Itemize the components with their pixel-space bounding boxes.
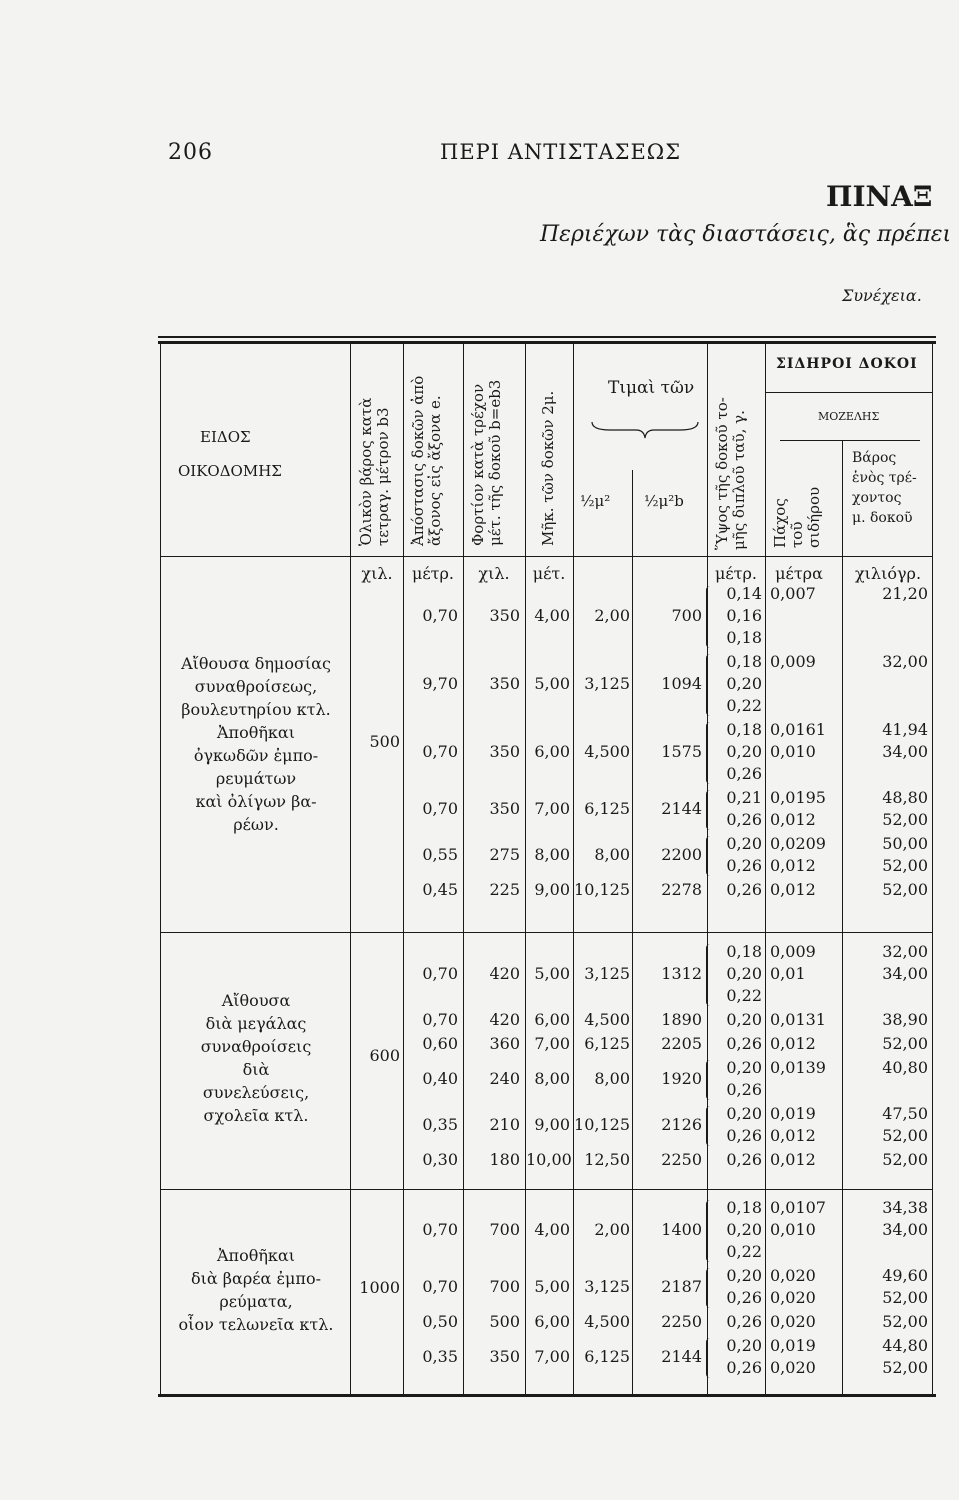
height-brace — [706, 654, 712, 716]
cell-height: 0,26 — [726, 1126, 762, 1145]
cell-len: 9,00 — [534, 880, 570, 899]
kind-label-line: συνελεύσεις, — [202, 1083, 310, 1102]
cell-m2: 2126 — [661, 1115, 702, 1134]
cell-thickness: 0,007 — [770, 584, 816, 603]
cell-weight-m: 52,00 — [882, 810, 928, 829]
cell-m2: 2278 — [661, 880, 702, 899]
cell-height: 0,26 — [726, 1034, 762, 1053]
cell-thickness: 0,0131 — [770, 1010, 826, 1029]
cell-height: 0,18 — [726, 1198, 762, 1217]
cell-weight-m: 32,00 — [882, 942, 928, 961]
kind-label-line: διὰ — [242, 1060, 270, 1079]
cell-height: 0,22 — [726, 696, 762, 715]
group-rule-2 — [160, 1189, 932, 1190]
cell-m1: 2,00 — [594, 1220, 630, 1239]
cell-weight-m: 52,00 — [882, 1312, 928, 1331]
cell-height: 0,20 — [726, 1266, 762, 1285]
cell-len: 7,00 — [534, 1034, 570, 1053]
header-load: Φορτίον κατὰ τρέχον μέτ. τῆς δοκοῦ b=eb3 — [469, 379, 504, 546]
cell-e: 0,35 — [422, 1347, 458, 1366]
cell-thickness: 0,012 — [770, 880, 816, 899]
cell-b: 500 — [489, 1312, 520, 1331]
cell-weight-m: 50,00 — [882, 834, 928, 853]
unit-weight: χιλ. — [361, 564, 393, 583]
cell-height: 0,14 — [726, 584, 762, 603]
cell-height: 0,20 — [726, 1336, 762, 1355]
cell-e: 0,70 — [422, 1277, 458, 1296]
header-moment-a: ½μ² — [580, 492, 611, 510]
cell-thickness: 0,0161 — [770, 720, 826, 739]
header-weight-m: Βάρος ἑνὸς τρέ- χοντος μ. δοκοῦ — [852, 450, 917, 526]
unit-load: χιλ. — [478, 564, 510, 583]
cell-thickness: 0,020 — [770, 1312, 816, 1331]
cell-b: 350 — [489, 674, 520, 693]
cell-b: 350 — [489, 742, 520, 761]
cell-e: 0,50 — [422, 1312, 458, 1331]
header-spacing: Ἀπόστασις δοκῶν ἀπὸ ἄξονος εἰς ἄξονα e. — [409, 375, 444, 546]
header-rule — [160, 556, 932, 557]
cell-thickness: 0,010 — [770, 742, 816, 761]
unit-height: μέτρ. — [714, 564, 758, 583]
kind-label-line: διὰ βαρέα ἐμπο- — [191, 1269, 321, 1288]
cell-height: 0,16 — [726, 606, 762, 625]
table-left-border — [160, 344, 161, 1394]
iron-group-rule — [765, 392, 932, 393]
running-head: ΠΕΡΙ ΑΝΤΙΣΤΑΣΕΩΣ — [440, 140, 682, 164]
cell-weight-m: 47,50 — [882, 1104, 928, 1123]
cell-height: 0,18 — [726, 628, 762, 647]
cell-weight-m: 34,00 — [882, 1220, 928, 1239]
cell-height: 0,26 — [726, 810, 762, 829]
cell-e: 0,40 — [422, 1069, 458, 1088]
table-right-border — [932, 344, 933, 1394]
cell-m2: 2144 — [661, 1347, 702, 1366]
cell-height: 0,20 — [726, 1010, 762, 1029]
kind-label-line: συναθροίσεως, — [194, 677, 318, 696]
cell-thickness: 0,012 — [770, 1034, 816, 1053]
cell-thickness: 0,019 — [770, 1336, 816, 1355]
cell-len: 10,00 — [526, 1150, 572, 1169]
cell-b: 210 — [489, 1115, 520, 1134]
cell-m2: 2200 — [661, 845, 702, 864]
cell-m2: 1400 — [661, 1220, 702, 1239]
cell-weight-m: 34,38 — [882, 1198, 928, 1217]
kind-label-line: διὰ μεγάλας — [205, 1014, 307, 1033]
cell-thickness: 0,009 — [770, 942, 816, 961]
cell-e: 0,70 — [422, 742, 458, 761]
cell-weight-m: 52,00 — [882, 1034, 928, 1053]
cell-b: 350 — [489, 799, 520, 818]
cell-weight-m: 52,00 — [882, 1288, 928, 1307]
cell-m2: 2144 — [661, 799, 702, 818]
cell-m2: 1575 — [661, 742, 702, 761]
cell-m1: 12,50 — [584, 1150, 630, 1169]
kind-label-line: ρέων. — [233, 815, 279, 834]
cell-weight-m: 52,00 — [882, 1126, 928, 1145]
col-line-1 — [350, 344, 351, 1394]
height-brace — [706, 1268, 712, 1308]
height-brace — [706, 1106, 712, 1146]
cell-weight-m: 40,80 — [882, 1058, 928, 1077]
cell-weight-m: 49,60 — [882, 1266, 928, 1285]
unit-weight-m: χιλιόγρ. — [854, 564, 922, 583]
cell-weight-m: 52,00 — [882, 1150, 928, 1169]
cell-thickness: 0,020 — [770, 1358, 816, 1377]
table-top-rule-thick — [158, 341, 936, 344]
cell-len: 5,00 — [534, 1277, 570, 1296]
cell-weight-m: 52,00 — [882, 856, 928, 875]
col-line-8 — [765, 344, 766, 1394]
cell-weight-m: 48,80 — [882, 788, 928, 807]
cell-weight-m: 52,00 — [882, 880, 928, 899]
unit-length: μέτ. — [532, 564, 566, 583]
cell-len: 6,00 — [534, 1010, 570, 1029]
cell-len: 7,00 — [534, 799, 570, 818]
height-brace — [706, 722, 712, 784]
table-subtitle: Περιέχων τὰς διαστάσεις, ἃς πρέπει — [540, 222, 952, 247]
cell-height: 0,26 — [726, 880, 762, 899]
cell-height: 0,21 — [726, 788, 762, 807]
moments-brace — [590, 418, 700, 440]
cell-total-weight: 1000 — [359, 1278, 400, 1297]
cell-thickness: 0,020 — [770, 1266, 816, 1285]
cell-thickness: 0,0209 — [770, 834, 826, 853]
unit-spacing: μέτρ. — [411, 564, 455, 583]
cell-m1: 3,125 — [584, 1277, 630, 1296]
header-moment-b: ½μ²b — [644, 492, 684, 510]
iron-sub-rule — [780, 440, 920, 441]
cell-thickness: 0,012 — [770, 810, 816, 829]
cell-m1: 4,500 — [584, 742, 630, 761]
cell-m1: 4,500 — [584, 1312, 630, 1331]
height-brace — [706, 586, 712, 648]
header-total-weight: Ὁλικὸν βάρος κατὰ τετραγ. μέτρον b3 — [357, 397, 392, 546]
cell-height: 0,26 — [726, 1358, 762, 1377]
cell-m1: 8,00 — [594, 1069, 630, 1088]
cell-height: 0,26 — [726, 1312, 762, 1331]
cell-thickness: 0,0107 — [770, 1198, 826, 1217]
cell-m1: 2,00 — [594, 606, 630, 625]
cell-weight-m: 38,90 — [882, 1010, 928, 1029]
col-line-9 — [842, 440, 843, 1394]
cell-len: 6,00 — [534, 742, 570, 761]
cell-b: 275 — [489, 845, 520, 864]
cell-height: 0,22 — [726, 986, 762, 1005]
cell-thickness: 0,012 — [770, 1126, 816, 1145]
cell-e: 9,70 — [422, 674, 458, 693]
cell-weight-m: 41,94 — [882, 720, 928, 739]
cell-len: 4,00 — [534, 1220, 570, 1239]
cell-weight-m: 44,80 — [882, 1336, 928, 1355]
cell-height: 0,26 — [726, 1150, 762, 1169]
cell-m2: 2205 — [661, 1034, 702, 1053]
header-thickness: Πάχος τοῦ σιδήρου — [771, 486, 823, 548]
cell-e: 0,70 — [422, 606, 458, 625]
cell-height: 0,18 — [726, 652, 762, 671]
table-title: ΠΙΝΑΞ — [826, 180, 933, 213]
cell-b: 350 — [489, 606, 520, 625]
header-length: Μῆκ. τῶν δοκῶν 2μ. — [539, 390, 557, 546]
cell-height: 0,18 — [726, 942, 762, 961]
cell-height: 0,22 — [726, 1242, 762, 1261]
header-height: Ὕψος τῆς δοκοῦ το- μῆς διπλοῦ ταῦ, γ. — [713, 397, 748, 550]
height-brace — [706, 836, 712, 876]
cell-m2: 2250 — [661, 1150, 702, 1169]
cell-m1: 3,125 — [584, 674, 630, 693]
kind-label-line: Αἴθουσα δημοσίας — [181, 654, 331, 673]
cell-weight-m: 34,00 — [882, 964, 928, 983]
header-iron-group: ΣΙΔΗΡΟΙ ΔΟΚΟΙ — [776, 356, 918, 372]
cell-e: 0,35 — [422, 1115, 458, 1134]
cell-height: 0,20 — [726, 1058, 762, 1077]
header-moments-group: Τιμαὶ τῶν — [608, 378, 695, 398]
continued-label: Συνέχεια. — [842, 286, 922, 305]
cell-len: 8,00 — [534, 845, 570, 864]
cell-height: 0,20 — [726, 674, 762, 693]
cell-weight-m: 52,00 — [882, 1358, 928, 1377]
cell-e: 0,60 — [422, 1034, 458, 1053]
cell-m1: 8,00 — [594, 845, 630, 864]
cell-m1: 4,500 — [584, 1010, 630, 1029]
kind-label-line: ὀγκωδῶν ἐμπο- — [193, 746, 319, 765]
cell-height: 0,20 — [726, 742, 762, 761]
cell-len: 5,00 — [534, 674, 570, 693]
cell-thickness: 0,012 — [770, 1150, 816, 1169]
cell-b: 420 — [489, 1010, 520, 1029]
kind-label-line: ρεύματα, — [219, 1292, 293, 1311]
cell-height: 0,18 — [726, 720, 762, 739]
height-brace — [706, 1338, 712, 1378]
cell-e: 0,30 — [422, 1150, 458, 1169]
cell-thickness: 0,0139 — [770, 1058, 826, 1077]
cell-e: 0,70 — [422, 1220, 458, 1239]
kind-label-line: συναθροίσεις — [200, 1037, 312, 1056]
cell-len: 6,00 — [534, 1312, 570, 1331]
cell-e: 0,55 — [422, 845, 458, 864]
header-iron-sub: ΜΟΖΕΛΗΣ — [818, 410, 880, 423]
cell-m1: 6,125 — [584, 1034, 630, 1053]
cell-height: 0,20 — [726, 964, 762, 983]
kind-label-line: Αἴθουσα — [221, 991, 291, 1010]
kind-label-line: ρευμάτων — [215, 769, 297, 788]
cell-m1: 3,125 — [584, 964, 630, 983]
cell-e: 0,70 — [422, 1010, 458, 1029]
cell-thickness: 0,019 — [770, 1104, 816, 1123]
cell-b: 360 — [489, 1034, 520, 1053]
cell-m1: 6,125 — [584, 1347, 630, 1366]
page-number: 206 — [168, 140, 213, 165]
cell-len: 9,00 — [534, 1115, 570, 1134]
cell-m2: 700 — [671, 606, 702, 625]
cell-m1: 10,125 — [574, 1115, 630, 1134]
cell-thickness: 0,0195 — [770, 788, 826, 807]
cell-total-weight: 600 — [369, 1046, 400, 1065]
table-top-rule — [158, 336, 936, 338]
cell-m2: 1312 — [661, 964, 702, 983]
cell-weight-m: 21,20 — [882, 584, 928, 603]
cell-len: 7,00 — [534, 1347, 570, 1366]
cell-b: 700 — [489, 1277, 520, 1296]
cell-m1: 10,125 — [574, 880, 630, 899]
height-brace — [706, 944, 712, 1006]
cell-height: 0,20 — [726, 1220, 762, 1239]
header-kind-line2: ΟΙΚΟΔΟΜΗΣ — [178, 462, 282, 480]
cell-m2: 2250 — [661, 1312, 702, 1331]
cell-m2: 2187 — [661, 1277, 702, 1296]
cell-b: 700 — [489, 1220, 520, 1239]
cell-thickness: 0,012 — [770, 856, 816, 875]
cell-thickness: 0,020 — [770, 1288, 816, 1307]
cell-b: 180 — [489, 1150, 520, 1169]
cell-len: 8,00 — [534, 1069, 570, 1088]
unit-thickness: μέτρα — [775, 564, 823, 583]
cell-weight-m: 34,00 — [882, 742, 928, 761]
cell-thickness: 0,009 — [770, 652, 816, 671]
cell-len: 5,00 — [534, 964, 570, 983]
kind-label-line: βουλευτηρίου κτλ. — [181, 700, 331, 719]
kind-label-line: Ἀποθῆκαι — [217, 723, 295, 742]
group-rule-1 — [160, 932, 932, 933]
cell-thickness: 0,01 — [770, 964, 806, 983]
cell-e: 0,70 — [422, 799, 458, 818]
table-bottom-rule — [158, 1394, 936, 1397]
kind-label-line: καὶ ὀλίγων βα- — [195, 792, 317, 811]
cell-b: 420 — [489, 964, 520, 983]
height-brace — [706, 1060, 712, 1100]
cell-e: 0,45 — [422, 880, 458, 899]
cell-weight-m: 32,00 — [882, 652, 928, 671]
cell-height: 0,20 — [726, 1104, 762, 1123]
cell-total-weight: 500 — [369, 732, 400, 751]
cell-height: 0,26 — [726, 764, 762, 783]
kind-label-line: Ἀποθῆκαι — [217, 1246, 295, 1265]
cell-b: 350 — [489, 1347, 520, 1366]
cell-m1: 6,125 — [584, 799, 630, 818]
cell-len: 4,00 — [534, 606, 570, 625]
cell-b: 240 — [489, 1069, 520, 1088]
cell-height: 0,26 — [726, 856, 762, 875]
height-brace — [706, 790, 712, 830]
cell-m2: 1094 — [661, 674, 702, 693]
kind-label-line: οἷον τελωνεῖα κτλ. — [178, 1315, 334, 1334]
cell-e: 0,70 — [422, 964, 458, 983]
header-kind-line1: ΕΙΔΟΣ — [200, 428, 251, 446]
cell-m2: 1920 — [661, 1069, 702, 1088]
cell-height: 0,26 — [726, 1080, 762, 1099]
cell-b: 225 — [489, 880, 520, 899]
cell-m2: 1890 — [661, 1010, 702, 1029]
cell-height: 0,26 — [726, 1288, 762, 1307]
kind-label-line: σχολεῖα κτλ. — [203, 1106, 309, 1125]
height-brace — [706, 1200, 712, 1262]
cell-thickness: 0,010 — [770, 1220, 816, 1239]
cell-height: 0,20 — [726, 834, 762, 853]
